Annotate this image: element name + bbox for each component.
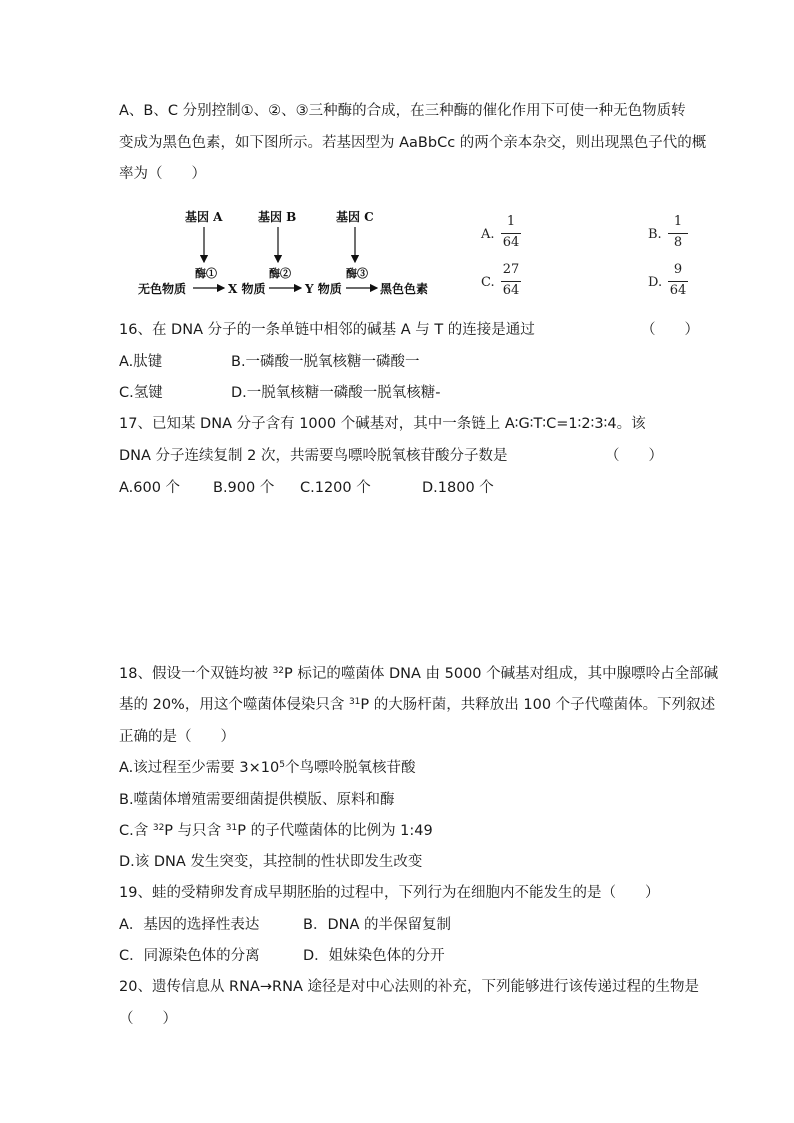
q18-option-b: B.噬菌体增殖需要细菌提供模版、原料和酶 — [119, 792, 395, 808]
colorless-substance-label: 无色物质 — [138, 282, 187, 296]
gene-b-label: 基因 B — [258, 210, 297, 224]
q15-option-c-denominator: 64 — [502, 283, 520, 298]
fraction-bar — [668, 233, 688, 234]
q16-answer-paren: （ ） — [641, 322, 699, 338]
q18-stem-line2 — [119, 695, 715, 715]
q17-stem-line1: 17、已知某 DNA 分子含有 1000 个碱基对，其中一条链上 A∶G∶T∶C=1∶2∶3∶4。该 — [119, 416, 646, 432]
q18-option-a — [119, 758, 415, 778]
q17-option-d: D.1800 个 — [422, 480, 494, 496]
q16-stem: 16、在 DNA 分子的一条单链中相邻的碱基 A 与 T 的连接是通过 — [119, 322, 535, 338]
q20-stem-line2: （ ） — [119, 1011, 177, 1027]
q19-option-c: C．同源染色体的分离 — [119, 948, 260, 964]
fraction-bar — [501, 233, 521, 234]
isotope-superscript: 31 — [225, 823, 238, 833]
pathway-svg — [138, 205, 438, 300]
q15-option-c-letter: C. — [481, 275, 495, 290]
q17-option-a: A.600 个 — [119, 480, 181, 496]
q18-option-c-text-c: P 的子代噬菌体的比例为 1:49 — [237, 823, 433, 839]
q20-stem-line1: 20、遗传信息从 RNA→RNA 途径是对中心法则的补充，下列能够进行该传递过程的生物是 — [119, 979, 699, 995]
enzyme1-label: 酶① — [195, 267, 217, 280]
q18-option-c — [119, 821, 433, 841]
q18-option-d: D.该 DNA 发生突变，其控制的性状即发生改变 — [119, 854, 423, 870]
isotope-superscript: 31 — [348, 697, 361, 707]
black-pigment-label: 黑色色素 — [380, 282, 429, 296]
q18-option-a-text-a: A.该过程至少需要 3×10 — [119, 760, 280, 776]
q15-stem-line3: 率为（ ） — [119, 166, 206, 182]
enzyme3-label: 酶③ — [346, 267, 368, 280]
q15-option-b-numerator: 1 — [673, 214, 683, 229]
q18-option-c-text-b: P 与只含 — [164, 823, 226, 839]
q16-option-c: C.氢键 — [119, 385, 163, 401]
q15-option-c-numerator: 27 — [502, 262, 520, 277]
y-substance-label: Y 物质 — [305, 282, 342, 296]
q15-option-b-letter: B. — [648, 227, 662, 242]
q17-option-c: C.1200 个 — [300, 480, 371, 496]
q15-option-d-numerator: 9 — [673, 262, 683, 277]
q18-line2-text-b: P 的大肠杆菌，共释放出 100 个子代噬菌体。下列叙述 — [360, 697, 716, 713]
q15-stem-line1: A、B、C 分别控制①、②、③三种酶的合成，在三种酶的催化作用下可使一种无色物质转 — [119, 103, 686, 119]
enzyme2-label: 酶② — [269, 267, 291, 280]
q15-option-d-letter: D. — [648, 275, 663, 290]
q17-option-b: B.900 个 — [213, 480, 275, 496]
q15-stem-line2: 变成为黑色色素，如下图所示。若基因型为 AaBbCc 的两个亲本杂交，则出现黑色子代的概 — [119, 135, 707, 151]
q15-option-a-letter: A. — [481, 227, 495, 242]
fraction-bar — [501, 281, 521, 282]
q16-option-b: B.一磷酸一脱氧核糖一磷酸一 — [231, 354, 420, 370]
q19-option-d: D．姐妹染色体的分开 — [303, 948, 445, 964]
q19-option-b: B．DNA 的半保留复制 — [303, 917, 451, 933]
q17-stem-line2: DNA 分子连续复制 2 次，共需要鸟嘌呤脱氧核苷酸分子数是 — [119, 448, 508, 464]
exponent-superscript: 5 — [279, 760, 285, 770]
q16-option-a: A.肽键 — [119, 354, 163, 370]
enzyme-pathway-diagram — [138, 205, 438, 300]
q18-option-a-text-b: 个鸟嘌呤脱氧核苷酸 — [284, 760, 416, 776]
isotope-superscript: 32 — [152, 823, 165, 833]
q16-option-d: D.一脱氧核糖一磷酸一脱氧核糖- — [231, 385, 441, 401]
fraction-bar — [668, 281, 688, 282]
q19-option-a: A．基因的选择性表达 — [119, 917, 260, 933]
gene-c-label: 基因 C — [336, 210, 374, 224]
isotope-superscript: 32 — [272, 666, 285, 676]
q18-line1-text-a: 18、假设一个双链均被 — [119, 666, 273, 682]
q15-option-a-denominator: 64 — [502, 235, 520, 250]
q18-stem-line3: 正确的是（ ） — [119, 729, 235, 745]
q19-stem: 19、蛙的受精卵发育成早期胚胎的过程中，下列行为在细胞内不能发生的是（ ） — [119, 885, 660, 901]
q18-line2-text-a: 基的 20%，用这个噬菌体侵染只含 — [119, 697, 349, 713]
x-substance-label: X 物质 — [228, 282, 266, 296]
q15-option-b-denominator: 8 — [673, 235, 683, 250]
q18-stem-line1 — [119, 664, 718, 684]
q15-option-a-numerator: 1 — [506, 214, 516, 229]
q18-line1-text-b: P 标记的噬菌体 DNA 由 5000 个碱基对组成，其中腺嘌呤占全部碱 — [284, 666, 719, 682]
q15-option-d-denominator: 64 — [669, 283, 687, 298]
q17-answer-paren: （ ） — [605, 448, 663, 464]
gene-a-label: 基因 A — [185, 210, 223, 224]
q18-option-c-text-a: C.含 — [119, 823, 153, 839]
